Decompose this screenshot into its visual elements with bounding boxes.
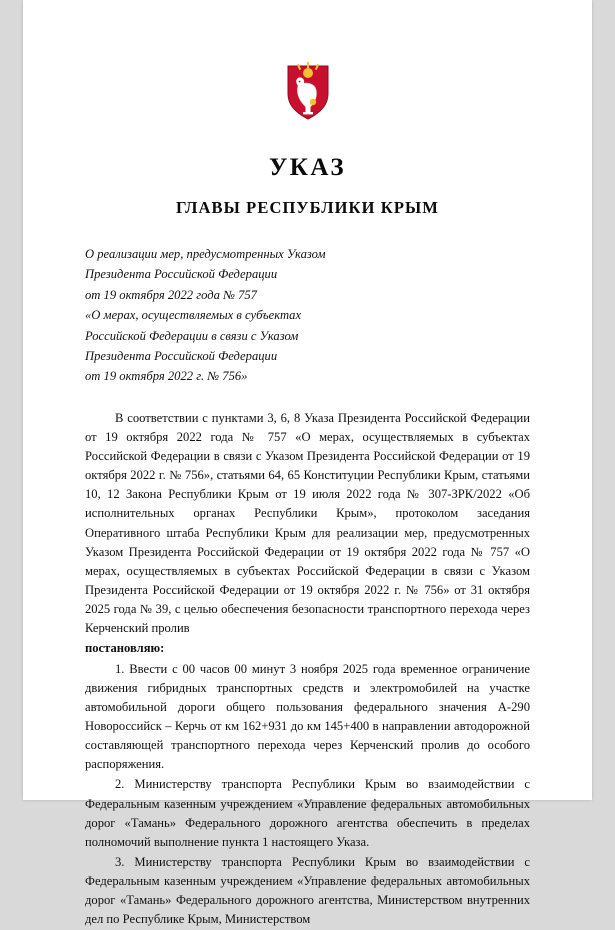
paragraph-item-3: 3. Министерству транспорта Республики Крым во взаимодействии с Федеральным казенным учреждением «Управление федеральных автомобильных дорог «Тамань» Федерального дорожного агентства, Министерством внутренних дел по Республике Крым, Министерством xyxy=(85,854,530,927)
paragraph-intro: В соответствии с пунктами 3, 6, 8 Указа Президента Российской Федерации от 19 октября 2022 года № 757 «О мерах, осуществляемых в субъектах Российской Федерации в связи с Указом Президента Российской Федерации от 19 октября 2022 г. № 756», статьями 64, 65 Конституции Республики Крым, статьями 10, 12 Закона Республики Крым от 19 июля 2022 года № 307-ЗРК/2022 «Об исполнительных органах Республики Крым», протоколом заседания Оперативного штаба Республики Крым для реализации мер, предусмотренных Указом Президента Российской Федерации от 19 октября 2022 года № 757 «О мерах, осуществляемых в субъектах Российской Федерации в связи с Указом Президента Российской Федерации от 19 октября 2022 г. № 756» от 31 октября 2025 года № 39, с целью обеспечения безопасности транспортного перехода через Керченский пролив xyxy=(85,410,530,636)
preamble-line-7: от 19 октября 2022 г. № 756» xyxy=(85,369,248,384)
paragraph-item-2: 2. Министерству транспорта Республики Крым во взаимодействии с Федеральным казенным учреждением «Управление федеральных автомобильных дорог «Тамань» Федерального дорожного агентства обеспечить в пределах полномочий выполнение пункта 1 настоящего Указа. xyxy=(85,777,530,849)
preamble-block xyxy=(85,244,530,387)
coat-of-arms-icon xyxy=(282,60,334,122)
page-subtitle: ГЛАВЫ РЕСПУБЛИКИ КРЫМ xyxy=(176,198,439,217)
preamble-line-2: Президента Российской Федерации xyxy=(85,267,278,282)
page-title: УКАЗ xyxy=(268,154,347,181)
document-page xyxy=(23,0,592,927)
document-body xyxy=(23,0,592,930)
preamble-line-6: Президента Российской Федерации xyxy=(85,348,278,363)
emblem-container xyxy=(85,60,530,124)
preamble-line-3: от 19 октября 2022 года № 757 xyxy=(85,287,257,302)
paragraph-decree-verb: постановляю: xyxy=(85,641,165,656)
preamble-line-1: О реализации мер, предусмотренных Указом xyxy=(85,247,326,261)
preamble-line-5: Российской Федерации в связи с Указом xyxy=(85,328,299,343)
decree-body xyxy=(85,409,530,930)
preamble-line-4: «О мерах, осуществляемых в субъектах xyxy=(85,308,302,323)
paragraph-item-1: 1. Ввести с 00 часов 00 минут 3 ноября 2025 года временное ограничение движения гибридных транспортных средств и электромобилей на участке автомобильной дороги общего пользования федерального значения А-290 Новороссийск – Керчь от км 162+931 до км 145+400 в направлении автодорожной составляющей транспортного перехода через Керченский пролив до особого распоряжения. xyxy=(85,661,530,772)
